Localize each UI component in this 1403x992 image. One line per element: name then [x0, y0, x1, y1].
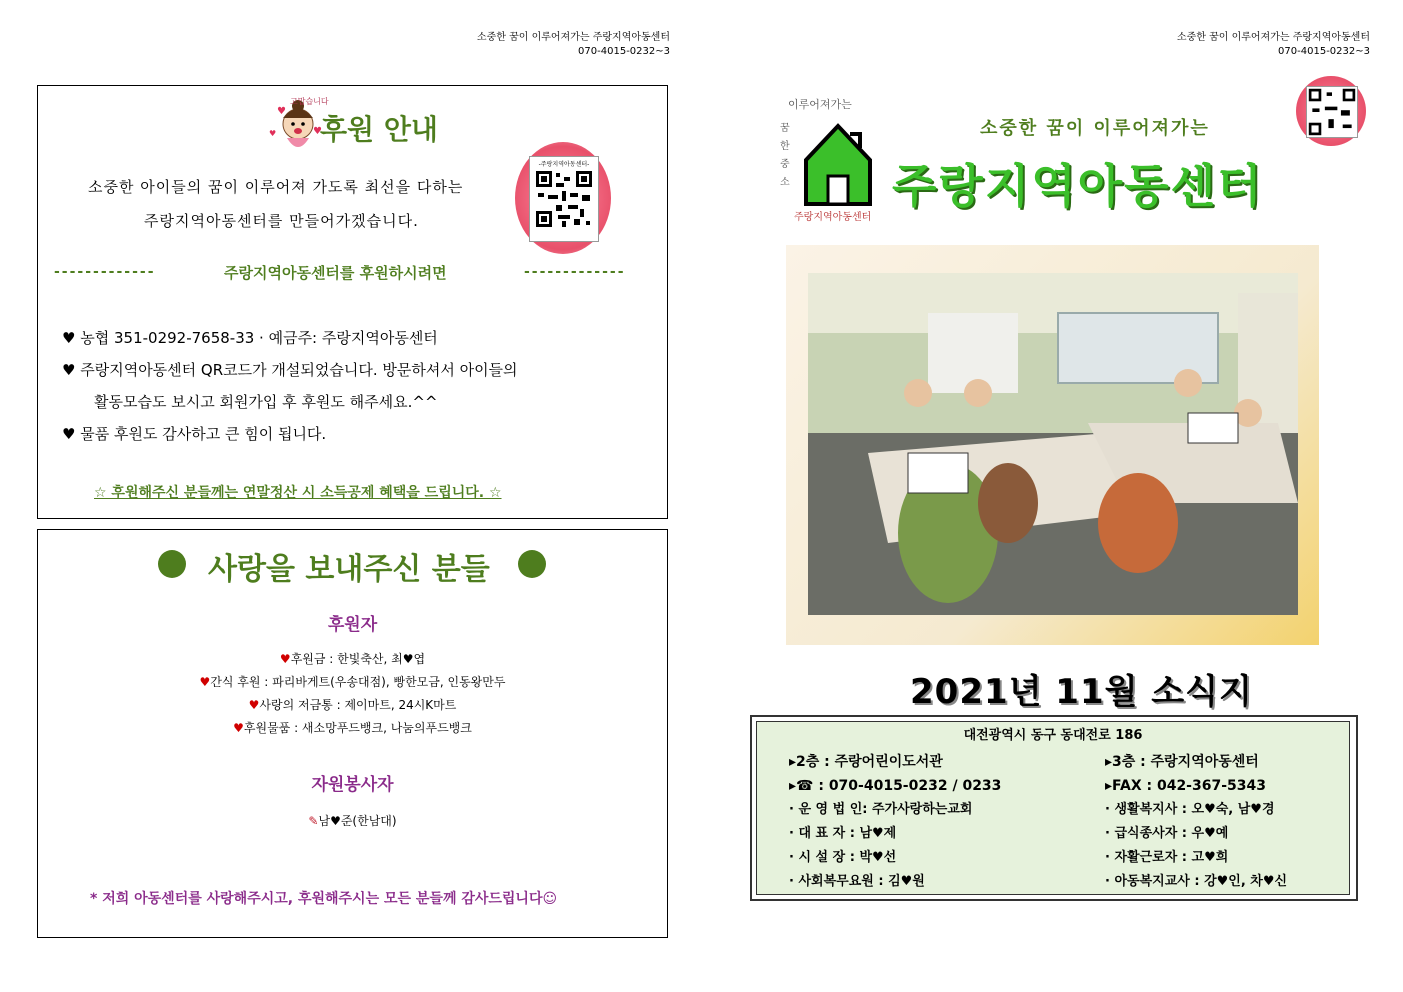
right-qr-pattern-icon [1307, 87, 1357, 137]
logo-vertical-top: 이루어져가는 [788, 98, 852, 111]
closing-message: * 저희 아동센터를 사랑해주시고, 후원해주시는 모든 분들께 감사드립니다☺ [90, 891, 558, 907]
logo-caption: 주랑지역아동센터 [794, 212, 872, 223]
intro-line-2: 주랑지역아동센터를 만들어가겠습니다. [144, 212, 419, 230]
right-header-line1: 소중한 꿈이 이루어져가는 주랑지역아동센터 [1176, 32, 1370, 43]
supporters-box [37, 529, 668, 938]
bullet-account [62, 322, 652, 354]
right-header [1080, 31, 1370, 59]
photo-frame [786, 245, 1319, 645]
pencil-icon: ✎ [308, 814, 319, 828]
info-floor3: ▸3층 : 주랑지역아동센터 [1105, 754, 1259, 770]
info-cook: · 급식종사자 : 우♥예 [1105, 826, 1229, 841]
info-left-column [789, 750, 1089, 894]
sponsor-item: ♥후원물품 : 새소망푸드뱅크, 나눔의푸드뱅크 [233, 721, 472, 735]
issue-title: 2021년 11월 소식지 [910, 672, 1253, 712]
right-qr-badge [1296, 76, 1366, 146]
divider-dash-left: ------------- [54, 264, 156, 280]
info-corporation: · 운 영 법 인: 주가사랑하는교회 [789, 802, 973, 817]
info-fax: ▸FAX : 042-367-5343 [1105, 778, 1266, 794]
logo-vertical-side: 꿈한중소 [780, 123, 790, 188]
qr-badge [515, 142, 611, 254]
sponsor-item: ♥간식 후원 : 파리바게트(우송대점), 빵한모금, 인동왕만두 [199, 675, 506, 689]
qr-pattern-icon [536, 171, 592, 227]
classroom-photo [808, 273, 1298, 615]
center-logo [770, 96, 880, 228]
divider-text: 주랑지역아동센터를 후원하시려면 [224, 264, 447, 282]
sponsors-list [38, 648, 667, 740]
bullet-account-text: 농협 351-0292-7658-33 · 예금주: 주랑지역아동센터 [80, 329, 438, 347]
left-header-line1: 소중한 꿈이 이루어져가는 주랑지역아동센터 [476, 32, 670, 43]
center-address: 대전광역시 동구 동대전로 186 [963, 728, 1143, 743]
right-qr-code [1306, 86, 1358, 138]
house-logo-icon [800, 120, 876, 206]
donation-guide-title: 후원 안내 [320, 113, 438, 146]
center-subtitle: 소중한 꿈이 이루어져가는 [980, 118, 1210, 139]
center-info-inner [756, 721, 1350, 895]
tax-benefit-note: ☆ 후원해주신 분들께는 연말정산 시 소득공제 혜택을 드립니다. ☆ [94, 485, 502, 501]
info-floor2: ▸2층 : 주랑어린이도서관 [789, 754, 943, 770]
info-teachers: · 아동복지교사 : 강♥인, 차♥신 [1105, 874, 1288, 889]
donation-guide-box [37, 85, 668, 519]
qr-label: -주랑지역아동센터- [538, 161, 590, 168]
sponsor-item: ♥사랑의 저금통 : 제이마트, 24시K마트 [248, 698, 457, 712]
bullet-qr-cont: 활동모습도 보시고 회원가입 후 후원도 해주세요.^^ [94, 393, 438, 411]
info-social-worker: · 생활복지사 : 오♥숙, 남♥경 [1105, 802, 1275, 817]
green-dot-left-icon [158, 550, 186, 578]
volunteers-heading: 자원봉사자 [311, 775, 394, 795]
svg-text:♥: ♥ [313, 126, 322, 137]
green-dot-right-icon [518, 550, 546, 578]
bullet-goods-text: 물품 후원도 감사하고 큰 힘이 됩니다. [80, 425, 327, 443]
sponsor-item: ♥후원금 : 한빛축산, 최♥엽 [279, 652, 426, 666]
info-director: · 시 설 장 : 박♥선 [789, 850, 897, 865]
heart-bullet-icon: ♥ [62, 329, 76, 347]
left-header-phone: 070-4015-0232~3 [578, 46, 670, 57]
bullet-qr [62, 354, 652, 386]
donation-bullets [62, 322, 652, 450]
heart-bullet-icon: ♥ [62, 425, 76, 443]
thank-you-badge: 고맙습니다 [290, 97, 329, 106]
heart-bullet-icon: ♥ [62, 361, 76, 379]
qr-code [529, 156, 599, 242]
info-phone: ▸☎ : 070-4015-0232 / 0233 [789, 778, 1002, 794]
info-representative: · 대 표 자 : 남♥제 [789, 826, 897, 841]
bullet-goods [62, 418, 652, 450]
svg-text:♥: ♥ [269, 129, 277, 138]
sponsors-heading: 후원자 [327, 615, 378, 635]
left-header [380, 31, 670, 59]
center-title: 주랑지역아동센터 [892, 159, 1264, 213]
info-service-agent: · 사회복무요원 : 김♥원 [789, 874, 925, 889]
right-header-phone: 070-4015-0232~3 [1278, 46, 1370, 57]
bullet-qr-text: 주랑지역아동센터 QR코드가 개설되었습니다. 방문하셔서 아이들의 [80, 361, 518, 379]
donation-intro [88, 170, 463, 238]
supporters-title: 사랑을 보내주신 분들 [208, 552, 490, 587]
svg-text:♥: ♥ [277, 106, 286, 117]
info-self-support: · 자활근로자 : 고♥희 [1105, 850, 1229, 865]
info-right-column [1105, 750, 1345, 894]
center-info-box [750, 715, 1358, 901]
divider-dash-right: ------------- [524, 264, 626, 280]
volunteer-item: ✎남♥준(한남대) [308, 814, 397, 828]
intro-line-1: 소중한 아이들의 꿈이 이루어져 가도록 최선을 다하는 [88, 178, 464, 196]
